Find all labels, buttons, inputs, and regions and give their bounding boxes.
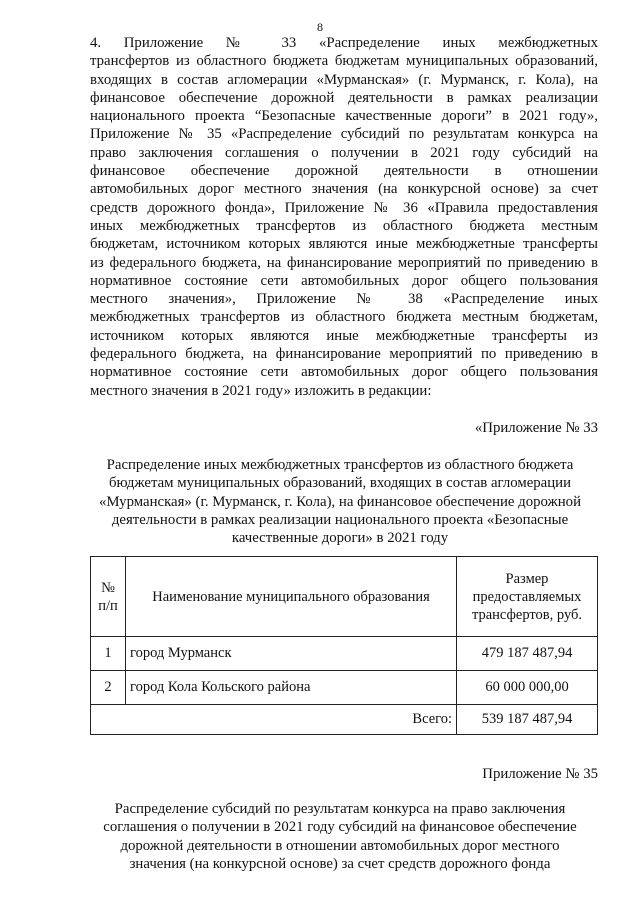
title-line: соглашения о получении в 2021 году субсидий на финансовое обеспечение — [103, 819, 577, 836]
row-number: 2 — [91, 671, 126, 705]
paragraph-line: местного значения», Приложение № 38 «Распределение иных — [90, 291, 598, 308]
page-number: 8 — [317, 20, 323, 34]
title-line: деятельности в рамках реализации национального проекта «Безопасные — [111, 511, 569, 528]
paragraph-line: местного значения в 2021 году» изложить в редакции: — [90, 382, 432, 399]
paragraph-line: финансовое обеспечение дорожной деятельности в отношении — [90, 163, 598, 180]
row-municipality: город Кола Кольского района — [126, 671, 457, 705]
row-municipality: город Мурманск — [126, 637, 457, 671]
appendix-35-reference: Приложение № 35 — [482, 766, 598, 782]
title-line: «Мурманская» (г. Мурманск, г. Кола), на финансовое обеспечение дорожной — [99, 493, 581, 510]
paragraph-line: трансфертов из областного бюджета бюджетам муниципальных образований, — [90, 53, 598, 70]
total-label: Всего: — [91, 705, 457, 735]
table-row — [91, 637, 598, 671]
title-line: Распределение иных межбюджетных трансфертов из областного бюджета — [106, 457, 574, 473]
table-header-row — [91, 557, 598, 637]
allocation-table — [90, 556, 598, 735]
header-amount: Размер предоставляемых трансфертов, руб. — [457, 557, 598, 637]
appendix-33-reference: «Приложение № 33 — [474, 420, 598, 436]
paragraph-line: средств дорожного фонда», Приложение № 36 «Правила предоставления — [90, 199, 598, 216]
paragraph-line: межбюджетных трансфертов из областного бюджета местным бюджетам, — [90, 309, 598, 326]
paragraph-line: источником которых являются иные межбюджетные трансферты из — [90, 327, 598, 344]
appendix-33-title — [70, 456, 610, 547]
intro-paragraph — [90, 34, 598, 400]
title-line: дорожной деятельности в отношении автомобильных дорог местного — [120, 837, 560, 854]
title-line: Распределение субсидий по результатам конкурса на право заключения — [114, 801, 566, 817]
paragraph-line: из федерального бюджета, на финансирование мероприятий по приведению в — [90, 254, 598, 271]
row-number: 1 — [91, 637, 126, 671]
paragraph-line: иных межбюджетных трансфертов из областного бюджета местным — [90, 217, 598, 234]
row-amount: 60 000 000,00 — [457, 671, 598, 705]
paragraph-line: Приложение № 35 «Распределение субсидий по результатам конкурса на — [90, 126, 598, 143]
paragraph-line: автомобильных дорог местного значения (на конкурсной основе) за счет — [90, 181, 598, 198]
paragraph-line: 4. Приложение № 33 «Распределение иных межбюджетных — [90, 35, 598, 51]
paragraph-line: право заключения соглашения о получении в 2021 году субсидий на — [90, 144, 598, 161]
header-number: № п/п — [91, 557, 126, 637]
total-amount: 539 187 487,94 — [457, 705, 598, 735]
title-line: значения (на конкурсной основе) за счет средств дорожного фонда — [129, 855, 551, 872]
paragraph-line: федерального бюджета, на финансирование мероприятий по приведению в — [90, 346, 598, 363]
paragraph-line: бюджетам, источником которых являются иные межбюджетные трансферты — [90, 236, 598, 253]
paragraph-line: финансовое обеспечение дорожной деятельности в рамках реализации — [90, 89, 598, 106]
title-line: бюджетам муниципальных образований, входящих в состав агломерации — [108, 475, 571, 492]
title-line: качественные дороги» в 2021 году — [231, 530, 449, 547]
header-municipality: Наименование муниципального образования — [126, 557, 457, 637]
paragraph-line: национального проекта “Безопасные качественные дороги” в 2021 году», — [90, 108, 598, 125]
paragraph-line: нормативное состояние сети автомобильных дорог общего пользования — [90, 272, 598, 289]
appendix-35-title — [70, 800, 610, 873]
paragraph-line: нормативное состояние сети автомобильных дорог общего пользования — [90, 364, 598, 381]
table-total-row — [91, 705, 598, 735]
paragraph-line: входящих в состав агломерации «Мурманская» (г. Мурманск, г. Кола), на — [90, 71, 598, 88]
table-row — [91, 671, 598, 705]
row-amount: 479 187 487,94 — [457, 637, 598, 671]
